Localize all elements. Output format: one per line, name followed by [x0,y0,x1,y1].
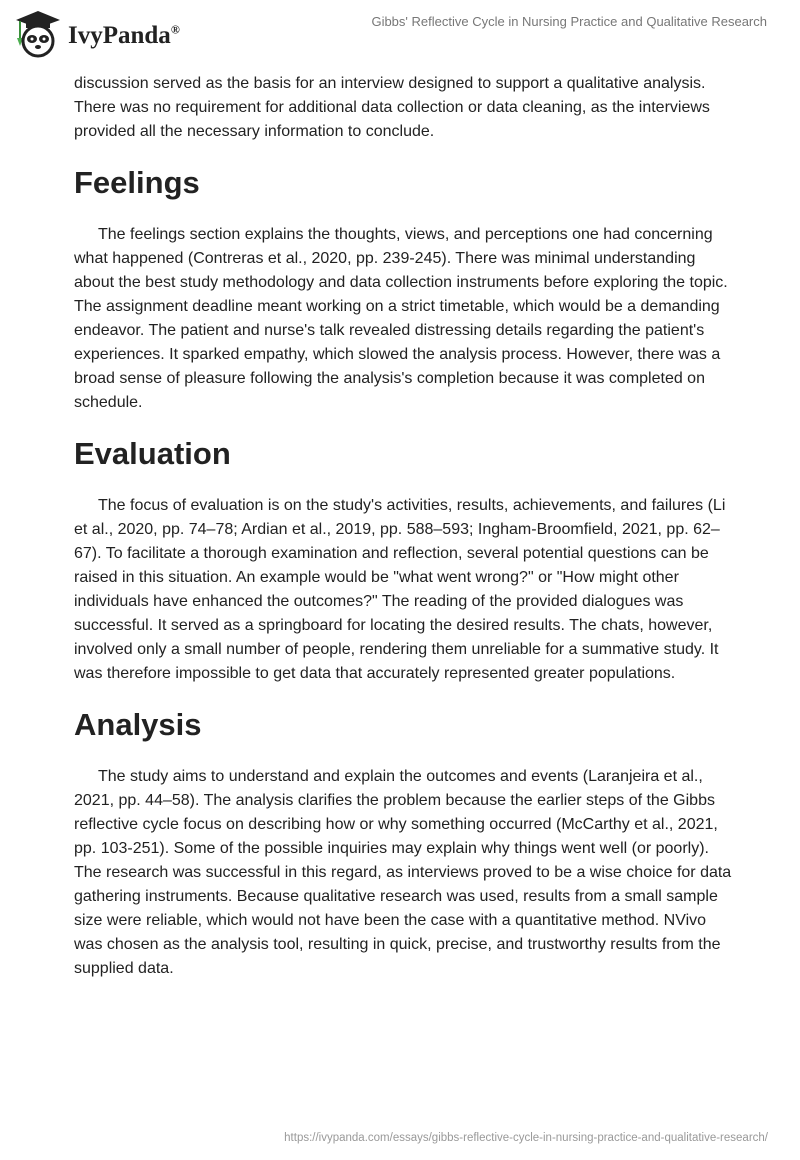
panda-graduate-icon [12,8,62,58]
section-paragraph-feelings: The feelings section explains the thoughts, views, and perceptions one had concerning what happened (Contreras et al., 2020, pp. 239-245). There was minimal understanding about the best study methodology and data collection instruments before exploring the topic. The assignment deadline meant working on a strict timetable, which would be a demanding endeavor. The patient and nurse's talk revealed distressing details regarding the patient's experiences. It sparked empathy, which slowed the analysis process. However, there was a broad sense of pleasure following the analysis's completion because it was completed on schedule. [74,226,728,411]
section-heading-evaluation: Evaluation [74,436,231,471]
section-heading-feelings: Feelings [74,165,200,200]
logo-text: IvyPanda® [68,22,180,49]
intro-paragraph: discussion served as the basis for an interview designed to support a qualitative analysis. There was no requirement for additional data collection or data cleaning, as the interviews provided all the necessary information to conclude. [74,75,710,140]
essay-content [74,72,732,981]
source-url[interactable]: https://ivypanda.com/essays/gibbs-reflective-cycle-in-nursing-practice-and-qualitative-research/ [284,1132,768,1144]
document-title: Gibbs' Reflective Cycle in Nursing Practice and Qualitative Research [371,14,767,29]
section-paragraph-evaluation: The focus of evaluation is on the study's activities, results, achievements, and failures (Li et al., 2020, pp. 74–78; Ardian et al., 2019, pp. 588–593; Ingham-Broomfield, 2021, pp. 62–67). To facilitate a thorough examination and reflection, several potential questions can be raised in this situation. An example would be "what went wrong?" or "How might other individuals have enhanced the outcomes?" The reading of the provided dialogues was successful. It served as a springboard for locating the desired results. The chats, however, involved only a small number of people, rendering them unreliable for a summative study. It was therefore impossible to get data that accurately represented greater populations. [74,497,726,682]
ivypanda-logo[interactable] [12,8,180,58]
section-paragraph-analysis: The study aims to understand and explain the outcomes and events (Laranjeira et al., 2021, pp. 44–58). The analysis clarifies the problem because the earlier steps of the Gibbs reflective cycle focus on describing how or why something occurred (McCarthy et al., 2021, pp. 103-251). Some of the possible inquiries may explain why things went well (or poorly). The research was successful in this regard, as interviews proved to be a wise choice for data gathering instruments. Because qualitative research was used, results from a small sample size were reliable, which would not have been the case with a quantitative method. NVivo was chosen as the analysis tool, resulting in quick, precise, and trustworthy results from the supplied data. [74,768,732,977]
section-heading-analysis: Analysis [74,707,202,742]
